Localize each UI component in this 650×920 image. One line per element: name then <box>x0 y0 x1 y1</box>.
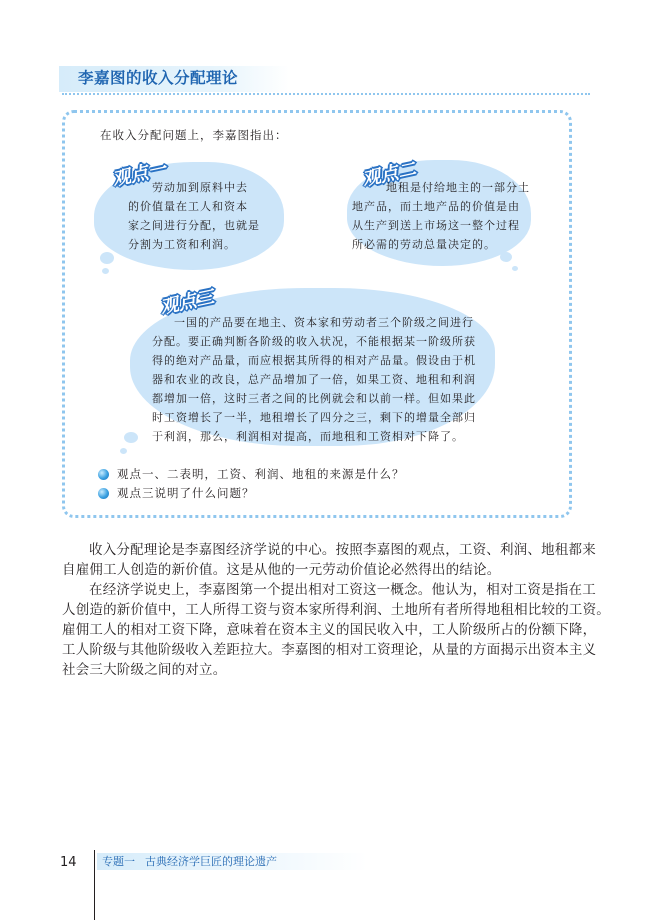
cloud-bubble <box>120 448 127 454</box>
page-number: 14 <box>60 855 77 870</box>
viewpoint-line: 一国的产品要在地主、资本家和劳动者三个阶级之间进行 <box>174 316 474 329</box>
viewpoint-line: 分割为工资和利润。 <box>128 238 236 251</box>
topic-label: 专题一 <box>102 855 135 868</box>
viewpoint-line: 器和农业的改良，总产品增加了一倍，如果工资、地租和利润 <box>152 373 476 386</box>
question-text: 观点三说明了什么问题？ <box>117 486 255 500</box>
viewpoint-2-text <box>352 178 528 254</box>
question-item <box>98 466 405 482</box>
question-item <box>98 485 255 501</box>
paragraph-line: 在经济学说史上，李嘉图第一个提出相对工资这一概念。他认为，相对工资是指在工 <box>89 582 596 598</box>
viewpoint-line: 地产品，而土地产品的价值是由 <box>352 200 520 213</box>
viewpoint-line: 都增加一倍，这时三者之间的比例就会和以前一样。但如果此 <box>152 392 476 405</box>
paragraph-line: 自雇佣工人创造的新价值。这是从他的一元劳动价值论必然得出的结论。 <box>62 562 501 578</box>
viewpoint-2-heading: 观点二 <box>360 158 418 191</box>
viewpoint-line: 劳动加到原料中去 <box>152 181 248 194</box>
viewpoint-line: 得的绝对产品量，而应根据其所得的相对产品量。假设由于机 <box>152 354 476 367</box>
paragraph-line: 社会三大阶级之间的对立。 <box>62 662 227 678</box>
viewpoint-line: 地租是付给地主的一部分土 <box>386 181 530 194</box>
viewpoint-line: 的价值量在工人和资本 <box>128 200 248 213</box>
viewpoint-3-heading: 观点三 <box>158 286 216 319</box>
cloud-bubble <box>124 432 138 443</box>
viewpoint-line: 从生产到送上市场这一整个过程 <box>352 219 520 232</box>
viewpoint-line: 家之间进行分配，也就是 <box>128 219 260 232</box>
body-text <box>62 540 610 680</box>
footer-divider <box>94 850 95 920</box>
cloud-bubble <box>102 268 109 274</box>
paragraph-line: 工人阶级与其他阶级收入差距拉大。李嘉图的相对工资理论，从量的方面揭示出资本主义 <box>62 642 597 658</box>
cloud-bubble <box>100 252 114 264</box>
viewpoint-1-heading: 观点一 <box>110 158 168 191</box>
question-text: 观点一、二表明，工资、利润、地租的来源是什么？ <box>117 467 405 481</box>
paragraph-line: 雇佣工人的相对工资下降，意味着在资本主义的国民收入中，工人阶级所占的份额下降， <box>62 622 597 638</box>
intro-text: 在收入分配问题上，李嘉图指出： <box>100 128 288 142</box>
footer-topic <box>102 854 277 869</box>
viewpoint-line: 分配。要正确判断各阶级的收入状况，不能根据某一阶级所获 <box>152 335 476 348</box>
viewpoint-3-text <box>152 313 482 446</box>
paragraph-line: 人创造的新价值中，工人所得工资与资本家所得利润、土地所有者所得地租相比较的工资。 <box>62 602 610 618</box>
viewpoint-line: 于利润，那么，利润相对提高，而地租和工资相对下降了。 <box>152 430 464 443</box>
viewpoint-line: 时工资增长了一半，地租增长了四分之三，剩下的增量全部归 <box>152 411 476 424</box>
title-divider <box>62 93 590 95</box>
section-title: 李嘉图的收入分配理论 <box>78 69 239 87</box>
topic-title: 古典经济学巨匠的理论遗产 <box>145 855 277 868</box>
cloud-bubble <box>512 266 518 271</box>
viewpoint-1-text <box>128 178 268 254</box>
viewpoint-line: 所必需的劳动总量决定的。 <box>352 238 496 251</box>
paragraph-line: 收入分配理论是李嘉图经济学说的中心。按照李嘉图的观点，工资、利润、地租都来 <box>89 542 596 558</box>
bullet-icon <box>98 469 109 480</box>
bullet-icon <box>98 488 109 499</box>
